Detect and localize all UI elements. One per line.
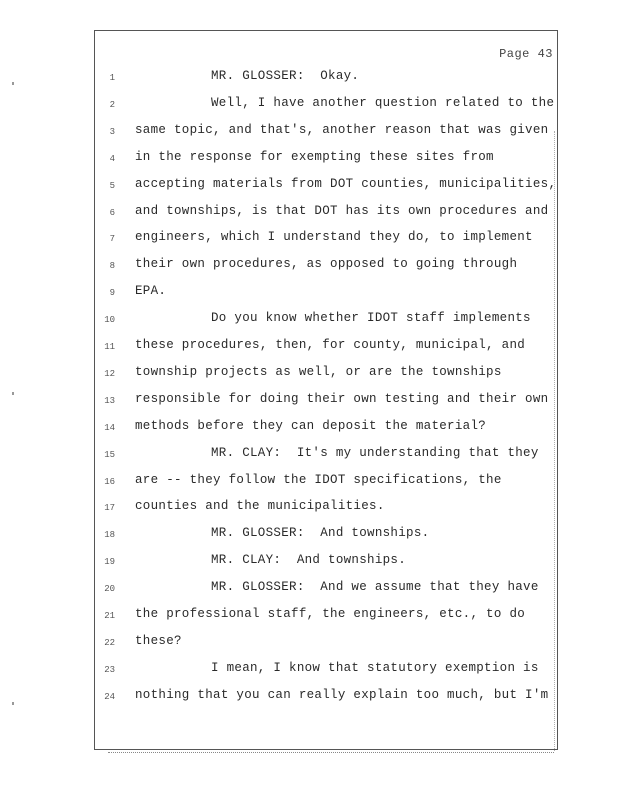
line-text: methods before they can deposit the material? bbox=[135, 418, 487, 433]
transcript-line bbox=[95, 230, 557, 250]
transcript-line bbox=[95, 473, 557, 493]
line-number: 24 bbox=[104, 691, 115, 702]
line-text: MR. CLAY: And townships. bbox=[211, 553, 407, 568]
line-number: 19 bbox=[104, 557, 115, 568]
transcript-line bbox=[95, 553, 557, 573]
line-number: 7 bbox=[109, 234, 115, 245]
line-number: 13 bbox=[104, 395, 115, 406]
line-text: these? bbox=[135, 633, 182, 648]
line-number: 11 bbox=[104, 342, 115, 352]
line-text: these procedures, then, for county, municipal, and bbox=[135, 338, 526, 352]
line-number: 16 bbox=[104, 476, 115, 487]
line-text: MR. CLAY: It's my understanding that they bbox=[211, 445, 539, 460]
line-number: 8 bbox=[109, 261, 115, 272]
transcript-line bbox=[95, 177, 557, 197]
footer-rule bbox=[108, 752, 554, 753]
line-number: 4 bbox=[109, 153, 115, 164]
line-number: 14 bbox=[104, 422, 115, 433]
transcript-line bbox=[95, 446, 557, 466]
line-text: nothing that you can really explain too much, but I'm bbox=[135, 687, 549, 702]
transcript-line bbox=[95, 96, 557, 116]
line-text: the professional staff, the engineers, etc., to do bbox=[135, 607, 526, 621]
line-number: 5 bbox=[109, 180, 115, 191]
transcript-line bbox=[95, 419, 557, 439]
line-number: 10 bbox=[104, 315, 115, 326]
scan-speck bbox=[12, 82, 14, 85]
line-number: 22 bbox=[104, 637, 115, 648]
line-text: in the response for exempting these sites from bbox=[135, 149, 494, 164]
line-number: 6 bbox=[109, 207, 115, 218]
transcript-line bbox=[95, 392, 557, 412]
line-number: 1 bbox=[109, 73, 115, 83]
transcript-line bbox=[95, 284, 557, 304]
line-text: MR. GLOSSER: And townships. bbox=[211, 526, 430, 541]
transcript-line bbox=[95, 499, 557, 519]
line-text: responsible for doing their own testing and their own bbox=[135, 391, 549, 406]
line-text: township projects as well, or are the townships bbox=[135, 364, 502, 379]
line-text: and townships, is that DOT has its own procedures and bbox=[135, 203, 549, 218]
right-margin-marks bbox=[552, 131, 555, 751]
line-text: MR. GLOSSER: Okay. bbox=[211, 69, 360, 83]
transcript-line bbox=[95, 338, 557, 358]
transcript-line bbox=[95, 526, 557, 546]
transcript-line bbox=[95, 580, 557, 600]
line-text: accepting materials from DOT counties, municipalities, bbox=[135, 176, 557, 191]
line-text: are -- they follow the IDOT specifications, the bbox=[135, 472, 502, 487]
line-number: 17 bbox=[104, 503, 115, 514]
line-text: EPA. bbox=[135, 284, 167, 299]
line-number: 21 bbox=[104, 611, 115, 621]
transcript-line bbox=[95, 150, 557, 170]
transcript-line bbox=[95, 634, 557, 654]
line-text: I mean, I know that statutory exemption is bbox=[211, 660, 539, 675]
line-number: 18 bbox=[104, 530, 115, 541]
transcript-line bbox=[95, 123, 557, 143]
page-number: Page 43 bbox=[499, 47, 553, 61]
transcript-line bbox=[95, 311, 557, 331]
transcript-line bbox=[95, 69, 557, 89]
line-text: Well, I have another question related to the bbox=[211, 95, 555, 110]
line-number: 20 bbox=[104, 584, 115, 595]
line-number: 12 bbox=[104, 368, 115, 379]
transcript-line bbox=[95, 607, 557, 627]
scan-speck bbox=[12, 702, 14, 705]
line-text: their own procedures, as opposed to going through bbox=[135, 257, 518, 272]
line-text: MR. GLOSSER: And we assume that they have bbox=[211, 580, 539, 595]
line-number: 15 bbox=[104, 449, 115, 460]
transcript-line bbox=[95, 365, 557, 385]
transcript-line bbox=[95, 204, 557, 224]
line-number: 3 bbox=[109, 126, 115, 137]
line-text: Do you know whether IDOT staff implements bbox=[211, 311, 531, 326]
scan-speck bbox=[12, 392, 14, 395]
transcript-line bbox=[95, 688, 557, 708]
transcript-page bbox=[94, 30, 558, 750]
line-text: same topic, and that's, another reason that was given bbox=[135, 122, 549, 137]
transcript-line bbox=[95, 661, 557, 681]
line-number: 9 bbox=[109, 288, 115, 299]
line-text: counties and the municipalities. bbox=[135, 499, 385, 514]
line-number: 23 bbox=[104, 664, 115, 675]
line-text: engineers, which I understand they do, to implement bbox=[135, 230, 533, 245]
transcript-line bbox=[95, 257, 557, 277]
line-number: 2 bbox=[109, 99, 115, 110]
